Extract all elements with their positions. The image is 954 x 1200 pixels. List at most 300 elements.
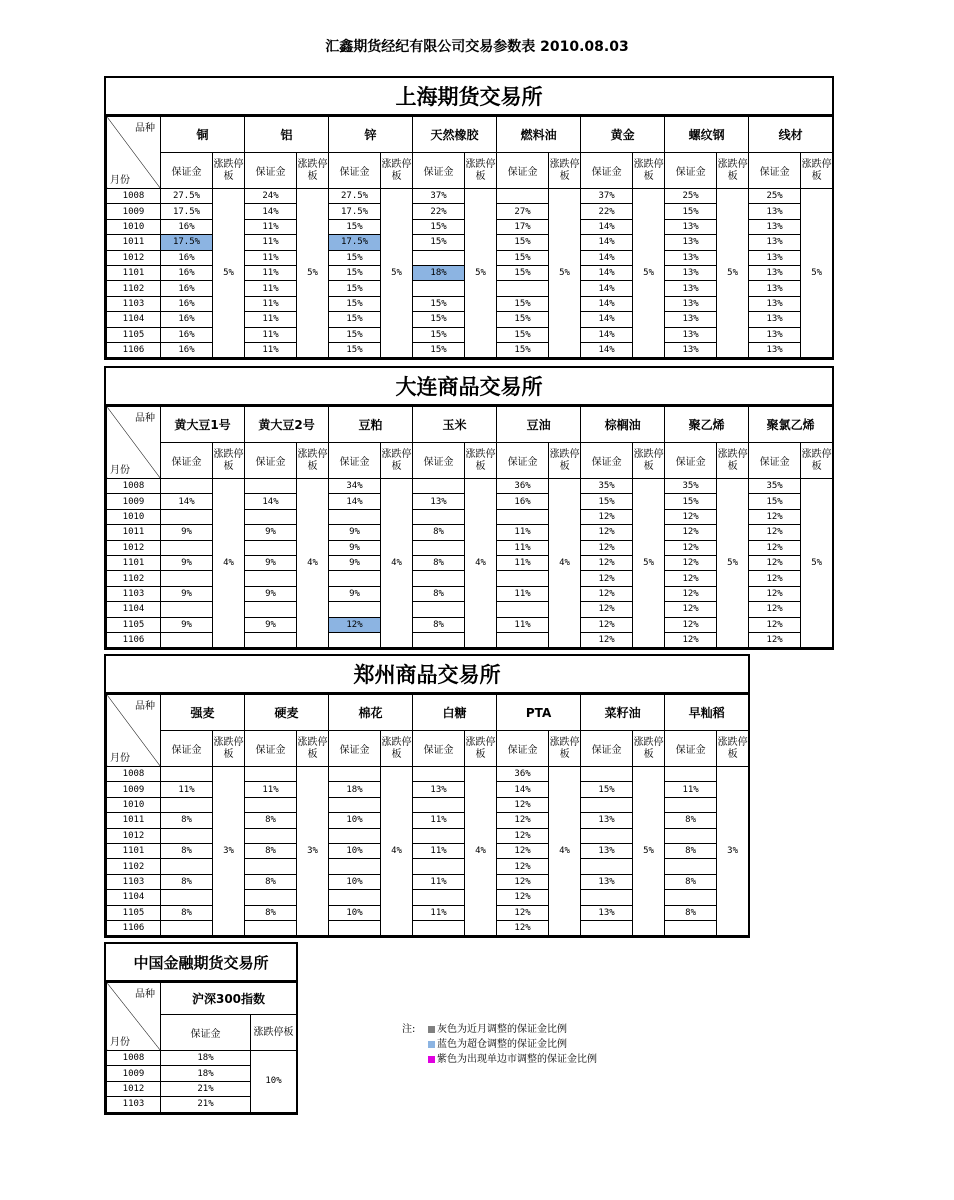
month-cell: 1101	[107, 555, 161, 570]
margin-cell: 12%	[497, 920, 549, 935]
product-name: 铜	[161, 117, 245, 153]
margin-cell: 11%	[413, 813, 465, 828]
margin-label: 保证金	[329, 153, 381, 189]
legend-item	[402, 1037, 597, 1052]
blue-swatch-icon	[428, 1041, 435, 1048]
margin-cell: 12%	[749, 555, 801, 570]
margin-cell: 11%	[413, 874, 465, 889]
margin-cell: 11%	[245, 296, 297, 311]
margin-cell: 11%	[497, 555, 549, 570]
gray-swatch-icon	[428, 1026, 435, 1033]
margin-cell: 15%	[497, 235, 549, 250]
dce-section	[104, 366, 834, 650]
margin-label: 保证金	[413, 731, 465, 767]
margin-cell: 12%	[581, 602, 633, 617]
margin-cell: 12%	[665, 617, 717, 632]
limit-cell: 4%	[465, 479, 497, 648]
margin-cell: 13%	[665, 265, 717, 280]
margin-cell: 15%	[665, 204, 717, 219]
margin-cell	[161, 920, 213, 935]
margin-cell	[161, 509, 213, 524]
corner-month-label: 月份	[110, 175, 130, 186]
limit-label: 涨跌停板	[297, 731, 329, 767]
margin-cell	[161, 828, 213, 843]
margin-cell	[665, 828, 717, 843]
corner-product-label: 品种	[135, 989, 155, 1000]
margin-cell: 8%	[413, 617, 465, 632]
month-cell: 1104	[107, 312, 161, 327]
margin-cell	[161, 859, 213, 874]
margin-cell: 24%	[245, 189, 297, 204]
limit-label: 涨跌停板	[717, 443, 749, 479]
margin-cell: 12%	[749, 586, 801, 601]
margin-cell: 15%	[329, 250, 381, 265]
margin-cell: 14%	[581, 219, 633, 234]
margin-cell: 12%	[665, 632, 717, 647]
limit-label: 涨跌停板	[717, 153, 749, 189]
margin-cell: 11%	[497, 540, 549, 555]
margin-cell: 14%	[245, 494, 297, 509]
margin-cell: 16%	[161, 281, 213, 296]
margin-cell	[497, 602, 549, 617]
margin-cell: 14%	[581, 235, 633, 250]
limit-cell: 4%	[549, 767, 581, 936]
margin-cell: 21%	[161, 1097, 251, 1112]
month-cell: 1008	[107, 189, 161, 204]
margin-cell	[161, 602, 213, 617]
margin-cell: 9%	[245, 586, 297, 601]
margin-cell: 9%	[329, 586, 381, 601]
limit-cell: 5%	[717, 189, 749, 358]
product-header-row	[107, 983, 297, 1015]
margin-cell: 12%	[749, 525, 801, 540]
month-cell: 1011	[107, 525, 161, 540]
product-name: 铝	[245, 117, 329, 153]
czce-section	[104, 654, 750, 938]
margin-cell	[413, 602, 465, 617]
margin-cell: 14%	[581, 342, 633, 357]
product-name: 沪深300指数	[161, 983, 297, 1015]
margin-cell	[329, 509, 381, 524]
margin-cell: 13%	[581, 843, 633, 858]
margin-cell	[245, 632, 297, 647]
limit-cell: 4%	[381, 767, 413, 936]
margin-cell: 35%	[665, 479, 717, 494]
margin-cell: 12%	[497, 859, 549, 874]
month-cell: 1010	[107, 797, 161, 812]
margin-cell: 37%	[581, 189, 633, 204]
margin-cell: 8%	[161, 813, 213, 828]
margin-label: 保证金	[245, 443, 297, 479]
margin-cell: 25%	[665, 189, 717, 204]
limit-label: 涨跌停板	[251, 1015, 297, 1051]
margin-cell	[329, 890, 381, 905]
limit-cell: 5%	[633, 767, 665, 936]
table-row	[107, 479, 833, 494]
limit-label: 涨跌停板	[717, 731, 749, 767]
margin-label: 保证金	[581, 153, 633, 189]
margin-cell: 13%	[581, 905, 633, 920]
margin-cell: 15%	[581, 494, 633, 509]
margin-label: 保证金	[665, 153, 717, 189]
margin-cell: 21%	[161, 1081, 251, 1096]
margin-label: 保证金	[497, 153, 549, 189]
margin-cell: 10%	[329, 813, 381, 828]
month-cell: 1011	[107, 235, 161, 250]
margin-cell: 13%	[413, 494, 465, 509]
margin-label: 保证金	[581, 443, 633, 479]
margin-cell	[161, 479, 213, 494]
margin-cell	[413, 797, 465, 812]
corner-cell	[107, 983, 161, 1051]
margin-cell: 13%	[665, 312, 717, 327]
month-cell: 1106	[107, 342, 161, 357]
product-name: 天然橡胶	[413, 117, 497, 153]
parameter-table	[106, 982, 297, 1113]
margin-cell: 36%	[497, 479, 549, 494]
margin-cell	[245, 890, 297, 905]
margin-cell: 25%	[749, 189, 801, 204]
margin-cell	[413, 890, 465, 905]
margin-label: 保证金	[161, 731, 213, 767]
margin-label: 保证金	[161, 1015, 251, 1051]
margin-cell	[161, 890, 213, 905]
margin-cell: 15%	[497, 327, 549, 342]
product-name: 聚乙烯	[665, 407, 749, 443]
margin-cell: 18%	[161, 1051, 251, 1066]
margin-cell: 8%	[413, 586, 465, 601]
margin-cell: 15%	[497, 296, 549, 311]
margin-cell: 15%	[329, 327, 381, 342]
margin-cell: 13%	[665, 327, 717, 342]
limit-label: 涨跌停板	[633, 153, 665, 189]
margin-cell: 14%	[581, 327, 633, 342]
corner-cell	[107, 407, 161, 479]
margin-cell: 11%	[245, 327, 297, 342]
margin-cell: 11%	[161, 782, 213, 797]
margin-cell: 12%	[665, 540, 717, 555]
margin-cell: 27.5%	[329, 189, 381, 204]
month-cell: 1009	[107, 204, 161, 219]
month-cell: 1103	[107, 296, 161, 311]
corner-month-label: 月份	[110, 1037, 130, 1048]
margin-cell: 11%	[245, 281, 297, 296]
margin-cell	[245, 797, 297, 812]
margin-cell: 13%	[749, 250, 801, 265]
margin-cell	[329, 797, 381, 812]
limit-label: 涨跌停板	[549, 153, 581, 189]
margin-cell: 12%	[749, 571, 801, 586]
limit-cell: 5%	[465, 189, 497, 358]
limit-cell: 3%	[213, 767, 245, 936]
margin-cell: 12%	[497, 874, 549, 889]
margin-cell: 9%	[329, 540, 381, 555]
margin-cell: 35%	[581, 479, 633, 494]
margin-cell: 15%	[329, 312, 381, 327]
month-cell: 1012	[107, 828, 161, 843]
margin-cell	[245, 602, 297, 617]
margin-cell	[665, 920, 717, 935]
parameter-table	[106, 406, 833, 648]
margin-cell: 11%	[245, 782, 297, 797]
margin-cell: 12%	[665, 571, 717, 586]
margin-cell	[413, 632, 465, 647]
margin-cell: 9%	[161, 617, 213, 632]
margin-cell: 12%	[665, 509, 717, 524]
margin-cell: 8%	[245, 813, 297, 828]
margin-cell: 12%	[497, 843, 549, 858]
margin-label: 保证金	[329, 443, 381, 479]
margin-cell	[329, 828, 381, 843]
margin-cell: 10%	[329, 905, 381, 920]
legend-text: 蓝色为超仓调整的保证金比例	[437, 1039, 567, 1050]
limit-cell: 5%	[633, 189, 665, 358]
margin-cell: 17.5%	[161, 235, 213, 250]
margin-cell: 8%	[161, 843, 213, 858]
exchange-title: 大连商品交易所	[106, 368, 832, 406]
month-cell: 1101	[107, 843, 161, 858]
margin-cell: 15%	[581, 782, 633, 797]
margin-cell	[413, 281, 465, 296]
limit-cell: 4%	[297, 479, 329, 648]
margin-cell	[245, 920, 297, 935]
margin-label: 保证金	[329, 731, 381, 767]
margin-cell: 16%	[161, 312, 213, 327]
margin-cell: 12%	[749, 540, 801, 555]
margin-cell: 36%	[497, 767, 549, 782]
product-name: 黄大豆1号	[161, 407, 245, 443]
corner-product-label: 品种	[135, 701, 155, 712]
margin-cell	[665, 797, 717, 812]
margin-cell: 17.5%	[329, 204, 381, 219]
margin-cell	[161, 632, 213, 647]
margin-cell: 15%	[497, 342, 549, 357]
limit-cell: 4%	[549, 479, 581, 648]
limit-label: 涨跌停板	[213, 443, 245, 479]
margin-cell: 17.5%	[329, 235, 381, 250]
margin-label: 保证金	[749, 443, 801, 479]
month-cell: 1102	[107, 859, 161, 874]
limit-cell: 5%	[801, 189, 833, 358]
limit-cell: 5%	[633, 479, 665, 648]
margin-cell: 15%	[497, 312, 549, 327]
margin-cell	[245, 767, 297, 782]
margin-cell: 15%	[413, 235, 465, 250]
margin-cell: 12%	[497, 797, 549, 812]
month-cell: 1105	[107, 905, 161, 920]
limit-label: 涨跌停板	[213, 731, 245, 767]
margin-cell	[497, 571, 549, 586]
limit-cell: 4%	[465, 767, 497, 936]
margin-cell	[497, 509, 549, 524]
margin-cell: 12%	[665, 525, 717, 540]
limit-label: 涨跌停板	[801, 153, 833, 189]
margin-cell: 11%	[245, 265, 297, 280]
month-cell: 1103	[107, 586, 161, 601]
margin-cell	[329, 571, 381, 586]
margin-cell: 13%	[413, 782, 465, 797]
margin-cell	[245, 509, 297, 524]
margin-cell: 13%	[581, 874, 633, 889]
margin-cell: 15%	[329, 265, 381, 280]
month-cell: 1106	[107, 632, 161, 647]
margin-cell	[581, 920, 633, 935]
legend	[402, 1022, 597, 1067]
month-cell: 1009	[107, 1066, 161, 1081]
margin-cell	[413, 250, 465, 265]
margin-cell	[329, 920, 381, 935]
limit-label: 涨跌停板	[465, 153, 497, 189]
margin-cell	[329, 859, 381, 874]
margin-cell: 8%	[665, 874, 717, 889]
margin-cell: 22%	[413, 204, 465, 219]
product-name: 早籼稻	[665, 695, 749, 731]
margin-cell	[497, 632, 549, 647]
product-name: 强麦	[161, 695, 245, 731]
exchange-title: 上海期货交易所	[106, 78, 832, 116]
margin-cell	[245, 828, 297, 843]
product-header-row	[107, 407, 833, 443]
margin-cell: 8%	[665, 813, 717, 828]
margin-cell: 15%	[329, 219, 381, 234]
limit-cell: 3%	[297, 767, 329, 936]
limit-label: 涨跌停板	[801, 443, 833, 479]
margin-cell: 18%	[413, 265, 465, 280]
product-name: 硬麦	[245, 695, 329, 731]
margin-cell: 9%	[329, 525, 381, 540]
margin-cell: 13%	[665, 235, 717, 250]
legend-prefix: 注:	[402, 1024, 416, 1035]
margin-cell: 8%	[665, 843, 717, 858]
margin-label: 保证金	[581, 731, 633, 767]
margin-cell: 14%	[581, 265, 633, 280]
margin-label: 保证金	[245, 731, 297, 767]
month-cell: 1106	[107, 920, 161, 935]
margin-cell: 8%	[413, 525, 465, 540]
margin-cell	[413, 828, 465, 843]
margin-cell: 8%	[245, 874, 297, 889]
margin-cell: 12%	[749, 617, 801, 632]
limit-label: 涨跌停板	[297, 153, 329, 189]
margin-cell: 12%	[581, 586, 633, 601]
margin-cell	[413, 767, 465, 782]
margin-cell: 13%	[665, 296, 717, 311]
product-header-row	[107, 695, 749, 731]
margin-cell: 12%	[329, 617, 381, 632]
month-cell: 1008	[107, 1051, 161, 1066]
exchange-title: 中国金融期货交易所	[106, 944, 296, 982]
margin-cell: 16%	[497, 494, 549, 509]
margin-cell	[245, 571, 297, 586]
margin-cell	[665, 767, 717, 782]
margin-cell: 15%	[413, 219, 465, 234]
legend-text: 紫色为出现单边市调整的保证金比例	[437, 1054, 597, 1065]
month-cell: 1011	[107, 813, 161, 828]
month-cell: 1104	[107, 890, 161, 905]
margin-cell: 12%	[497, 890, 549, 905]
legend-item	[402, 1052, 597, 1067]
limit-label: 涨跌停板	[465, 443, 497, 479]
month-cell: 1102	[107, 281, 161, 296]
limit-cell: 3%	[717, 767, 749, 936]
product-name: 燃料油	[497, 117, 581, 153]
margin-cell: 15%	[413, 312, 465, 327]
product-name: 豆油	[497, 407, 581, 443]
margin-cell: 16%	[161, 296, 213, 311]
margin-label: 保证金	[413, 443, 465, 479]
margin-cell: 34%	[329, 479, 381, 494]
margin-cell	[413, 479, 465, 494]
margin-cell: 13%	[665, 342, 717, 357]
margin-label: 保证金	[161, 443, 213, 479]
month-cell: 1105	[107, 617, 161, 632]
margin-cell: 8%	[161, 905, 213, 920]
corner-product-label: 品种	[135, 413, 155, 424]
margin-cell: 15%	[329, 296, 381, 311]
margin-cell: 12%	[665, 586, 717, 601]
margin-cell: 15%	[413, 327, 465, 342]
parameter-table	[106, 694, 749, 936]
product-name: 白糖	[413, 695, 497, 731]
margin-cell: 8%	[245, 905, 297, 920]
month-cell: 1010	[107, 219, 161, 234]
corner-month-label: 月份	[110, 465, 130, 476]
margin-label: 保证金	[413, 153, 465, 189]
month-cell: 1012	[107, 540, 161, 555]
margin-cell: 9%	[161, 555, 213, 570]
margin-cell: 14%	[497, 782, 549, 797]
margin-cell: 11%	[497, 586, 549, 601]
margin-cell: 13%	[749, 235, 801, 250]
limit-label: 涨跌停板	[465, 731, 497, 767]
margin-cell: 16%	[161, 250, 213, 265]
limit-label: 涨跌停板	[633, 731, 665, 767]
limit-label: 涨跌停板	[381, 153, 413, 189]
cffex-section	[104, 942, 298, 1115]
margin-cell: 11%	[245, 219, 297, 234]
corner-cell	[107, 117, 161, 189]
margin-cell: 14%	[581, 281, 633, 296]
margin-cell: 12%	[665, 555, 717, 570]
margin-label: 保证金	[749, 153, 801, 189]
margin-cell	[161, 540, 213, 555]
margin-cell: 8%	[245, 843, 297, 858]
margin-cell	[497, 189, 549, 204]
table-row	[107, 189, 833, 204]
margin-cell: 12%	[581, 571, 633, 586]
limit-label: 涨跌停板	[549, 443, 581, 479]
month-cell: 1103	[107, 1097, 161, 1112]
margin-cell: 9%	[329, 555, 381, 570]
margin-cell: 9%	[161, 525, 213, 540]
margin-cell: 12%	[749, 602, 801, 617]
table-row	[107, 767, 749, 782]
margin-cell	[161, 767, 213, 782]
limit-cell: 10%	[251, 1051, 297, 1113]
margin-cell: 14%	[581, 250, 633, 265]
page-title: 汇鑫期货经纪有限公司交易参数表 2010.08.03	[325, 39, 629, 55]
margin-cell: 13%	[665, 250, 717, 265]
margin-cell: 15%	[665, 494, 717, 509]
margin-cell: 13%	[581, 813, 633, 828]
margin-cell: 13%	[665, 281, 717, 296]
margin-cell	[161, 571, 213, 586]
margin-cell	[245, 479, 297, 494]
limit-label: 涨跌停板	[381, 731, 413, 767]
corner-month-label: 月份	[110, 753, 130, 764]
product-name: PTA	[497, 695, 581, 731]
limit-cell: 5%	[801, 479, 833, 648]
